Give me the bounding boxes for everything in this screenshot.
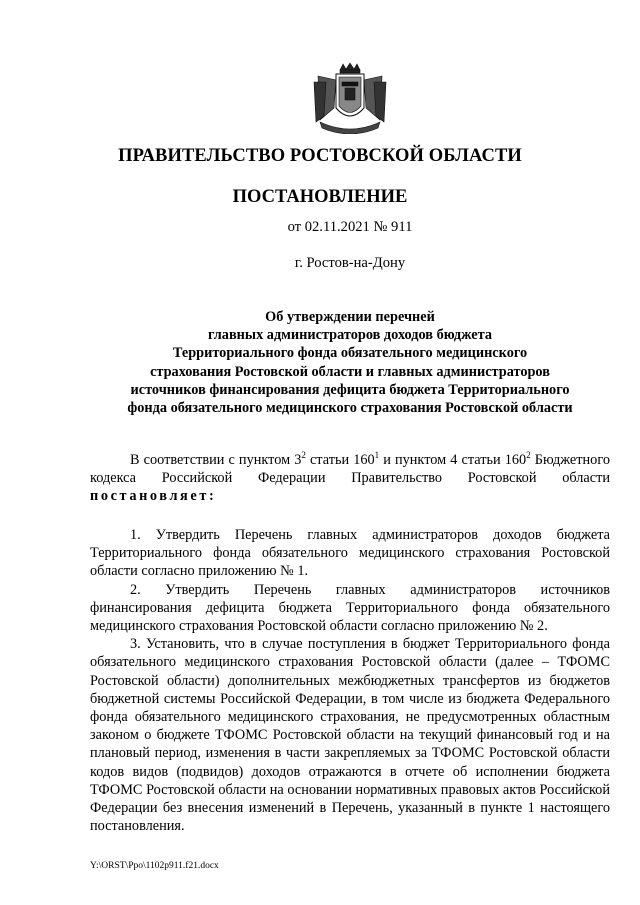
city-line: г. Ростов-на-Дону <box>294 255 406 271</box>
resolution-item: 1. Утвердить Перечень главных администраторов доходов бюджета Территориального фонда обязательного медицинского страхования Ростовской области согласно приложению № 1. <box>90 527 610 580</box>
preamble-text: статьи 160 <box>305 452 375 468</box>
preamble-paragraph <box>90 451 610 506</box>
date-number-line: от 02.11.2021 № 911 <box>287 219 413 235</box>
superscript: 1 <box>374 450 380 460</box>
title-line: фонда обязательного медицинского страхования Ростовской области <box>127 400 573 417</box>
preamble <box>90 451 610 506</box>
title-line: главных администраторов доходов бюджета <box>208 327 492 344</box>
document-title <box>90 308 610 417</box>
superscript: 2 <box>526 450 531 460</box>
resolves-word: постановляет: <box>90 488 217 505</box>
resolution-item: 2. Утвердить Перечень главных администраторов источников финансирования дефицита бюджета Территориального фонда обязательного медицинского страхования Ростовской области согласно приложению № 2. <box>90 581 610 635</box>
title-line: источников финансирования дефицита бюджета Территориального <box>130 381 570 398</box>
preamble-text: Бюджетного кодекса Российской Федерации Правительство Ростовской области <box>90 452 610 487</box>
title-line: страхования Ростовской области и главных администраторов <box>150 363 550 380</box>
preamble-text: В соответствии с пунктом 3 <box>130 452 302 468</box>
coat-of-arms-emblem-icon <box>312 62 388 134</box>
superscript: 2 <box>301 450 306 460</box>
document-type: ПОСТАНОВЛЕНИЕ <box>232 187 408 207</box>
preamble-text: и пунктом 4 статьи 160 <box>379 452 527 468</box>
title-line: Территориального фонда обязательного медицинского <box>172 345 528 362</box>
resolution-item: 3. Установить, что в случае поступления в бюджет Территориального фонда обязательного медицинского страхования Ростовской области (далее – ТФОМС Ростовской области) дополнительных межбюджетных трансфертов из бюджетов бюджетной системы Российской Федерации, в том числе из бюджета Федерального фонда обязательного медицинского страхования, не предусмотренных областным законом о бюджете ТФОМС Ростовской области на текущий финансовый год и на плановый период, изменения в части закрепляемых за ТФОМС Ростовской области кодов видов (подвидов) доходов отражаются в отчете об исполнении бюджета ТФОМС Ростовской области на основании нормативных правовых актов Российской Федерации без внесения изменений в Перечень, указанный в пункте 1 настоящего постановления. <box>90 636 610 835</box>
government-name: ПРАВИТЕЛЬСТВО РОСТОВСКОЙ ОБЛАСТИ <box>118 146 522 166</box>
title-line: Об утверждении перечней <box>265 309 435 325</box>
resolution-items <box>90 526 610 835</box>
file-path-footer: Y:\ORST\Ppo\1102p911.f21.docx <box>90 861 219 871</box>
